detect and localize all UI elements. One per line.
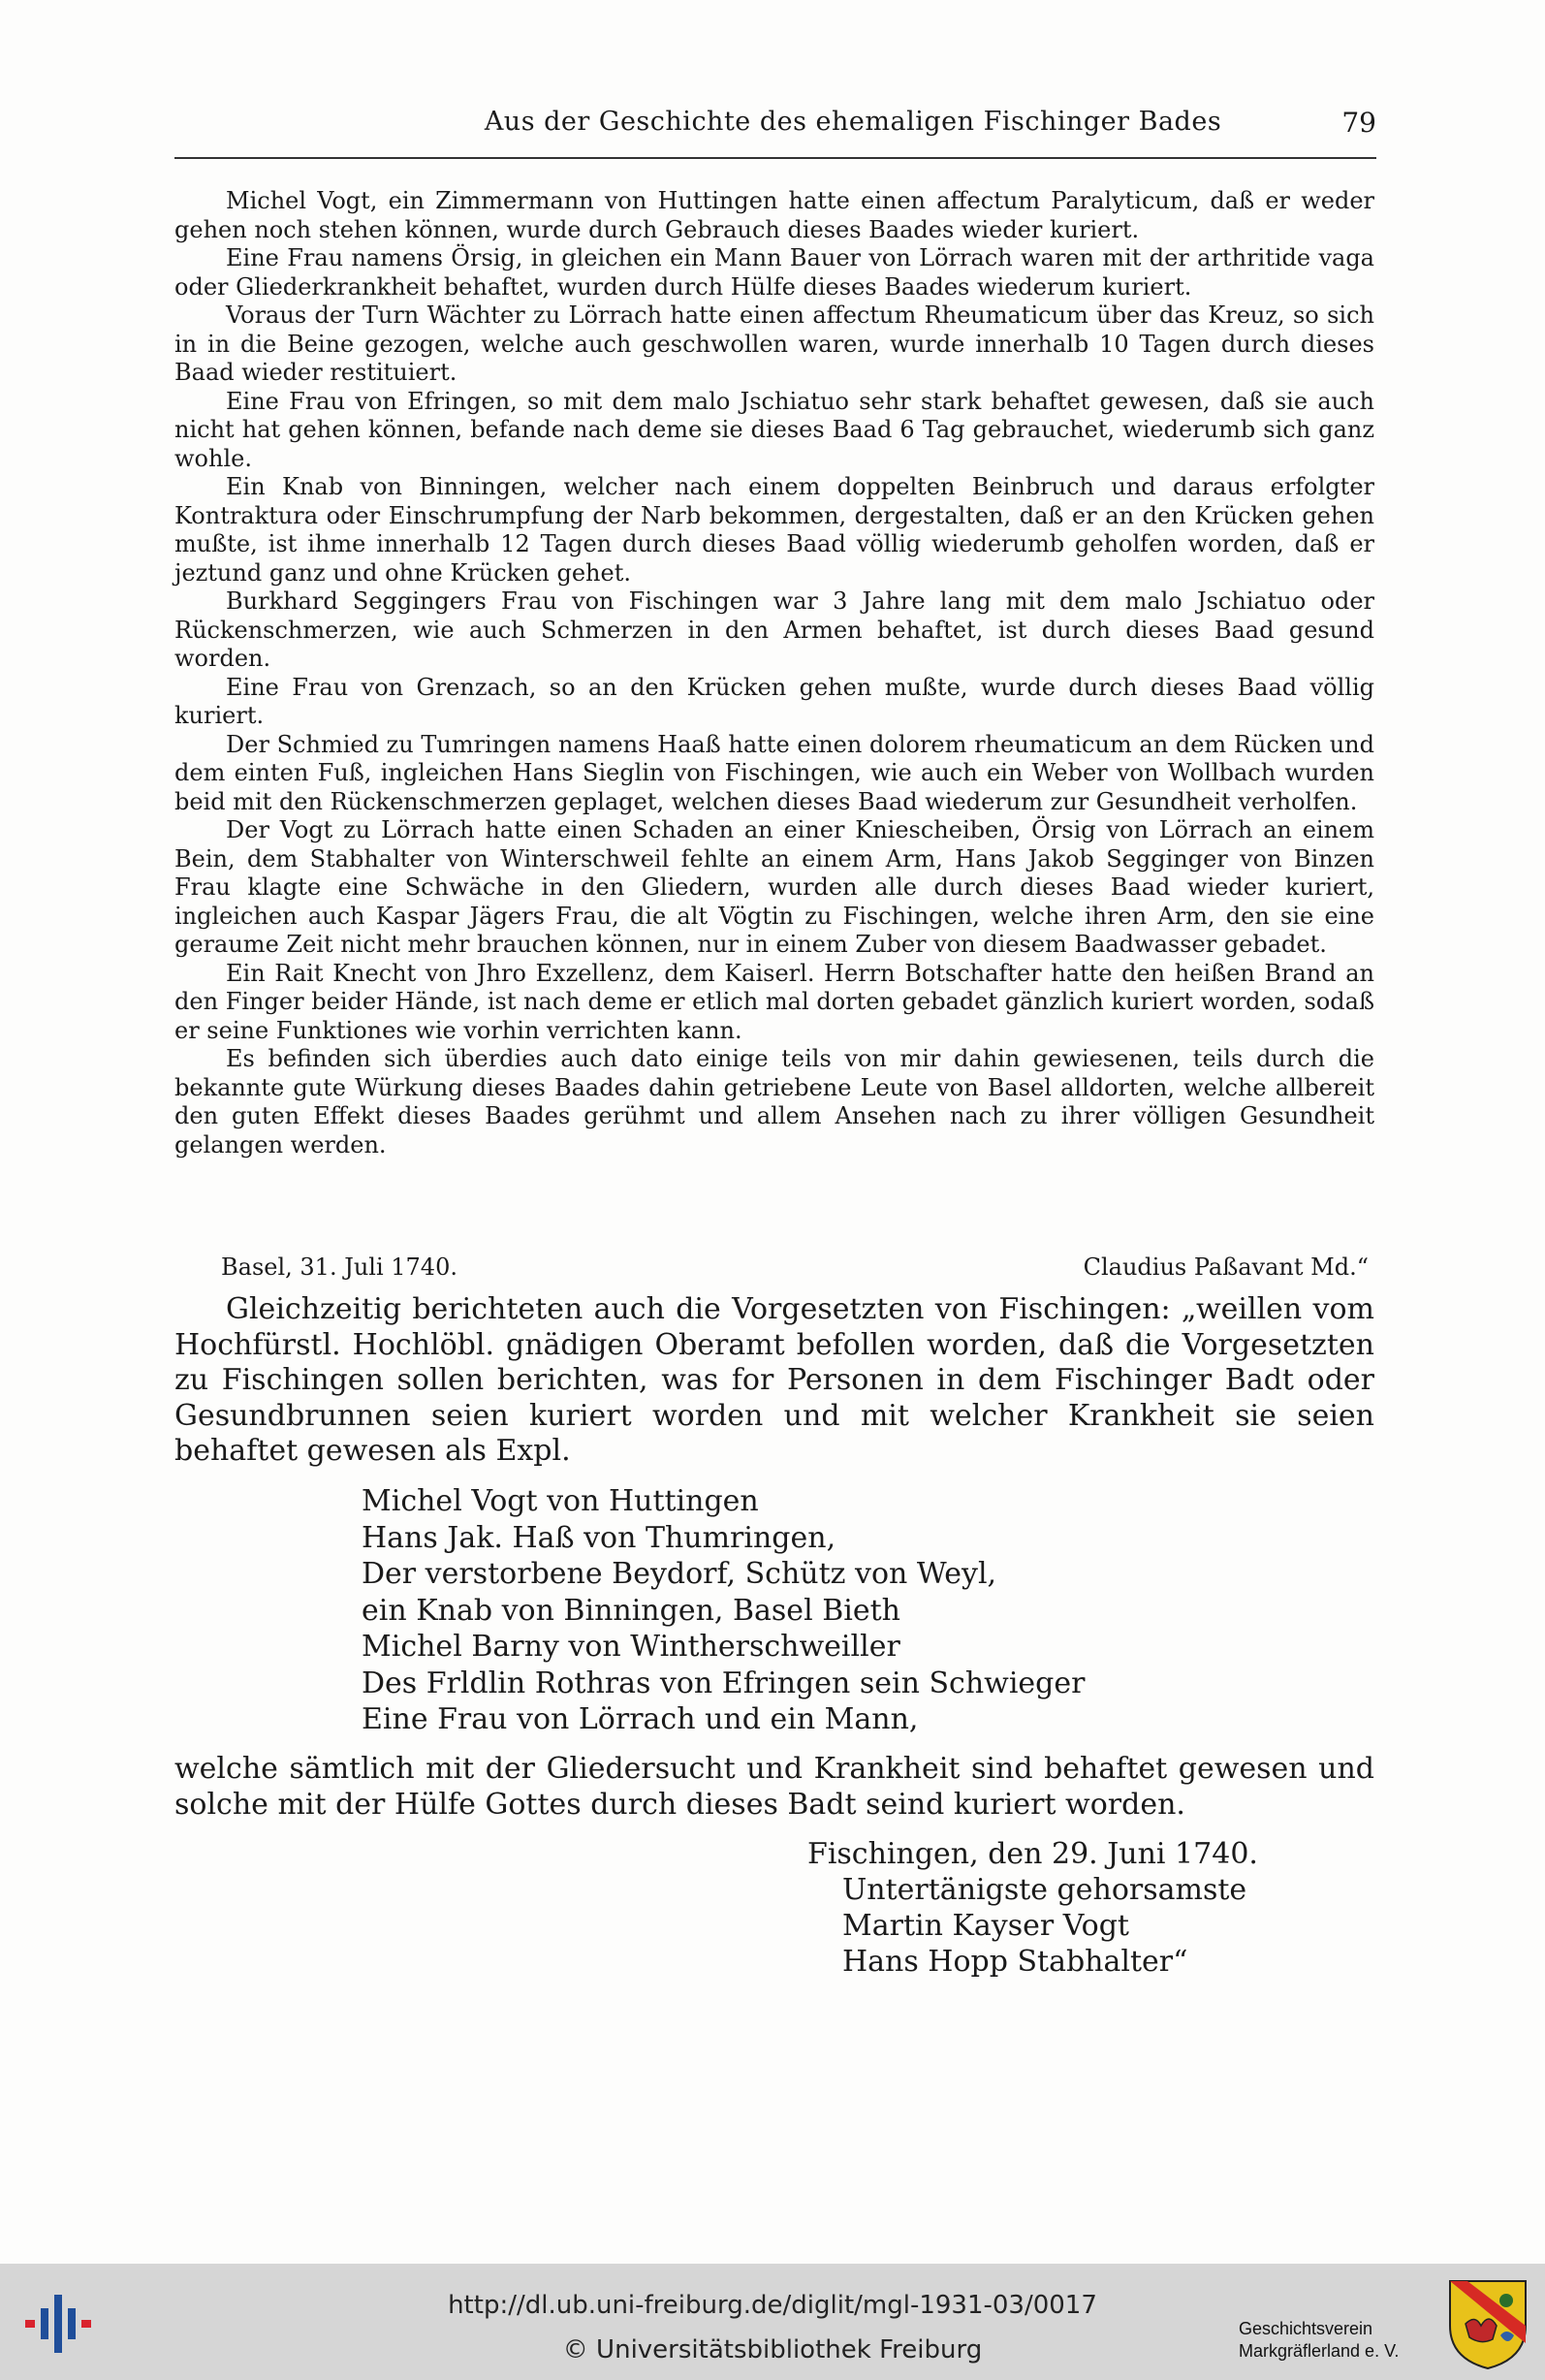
signoff-place-date: Fischingen, den 29. Juni 1740. bbox=[807, 1837, 1258, 1871]
viewer-footer bbox=[0, 2264, 1545, 2380]
quote-paragraph: Michel Vogt, ein Zimmermann von Huttingen hatte einen affectum Paralyticum, daß er weder gehen noch stehen können, wurde durch Gebrauch dieses Baades wieder kuriert. bbox=[174, 187, 1374, 243]
quote-paragraph: Der Vogt zu Lörrach hatte einen Schaden an einer Kniescheiben, Örsig von Lörrach an einem Bein, dem Stabhalter von Winterschweil fehlte an einem Arm, Hans Jakob Segginger von Binzen Frau klagte eine Schwäche in den Gliedern, wurden alle durch dieses Baad wieder kuriert, ingleichen auch Kaspar Jägers Frau, die alt Vögtin zu Fischingen, welche ihren Arm, den sie eine geraume Zeit nicht mehr brauchen können, nur in einem Zuber von diesem Baadwasser gebadet. bbox=[174, 816, 1374, 958]
society-name[interactable] bbox=[1239, 2318, 1442, 2363]
markgraeflerland-crest-icon[interactable] bbox=[1446, 2275, 1529, 2372]
quote-paragraph: Voraus der Turn Wächter zu Lörrach hatte einen affectum Rheumaticum über das Kreuz, so sich in in die Beine gezogen, welche auch geschwollen waren, wurde innerhalb 10 Tagen durch dieses Baad wieder restituiert. bbox=[174, 301, 1374, 386]
quote-paragraph: Eine Frau von Efringen, so mit dem malo Jschiatuo sehr stark behaftet gewesen, daß sie auch nicht hat gehen können, befande nach deme sie dieses Baad 6 Tag gebrauchet, wiederumb sich ganz wohle. bbox=[174, 387, 1374, 472]
quote-paragraph: Burkhard Seggingers Frau von Fischingen war 3 Jahre lang mit dem malo Jschiatuo oder Rückenschmerzen, wie auch Schmerzen in den Armen behaftet, ist durch dieses Baad gesund worden. bbox=[174, 587, 1374, 672]
quoted-report bbox=[174, 187, 1374, 1159]
names-list-item: Michel Barny von Wintherschweiller bbox=[362, 1630, 900, 1664]
names-list-item: Hans Jak. Haß von Thumringen, bbox=[362, 1520, 836, 1555]
main-paragraph: Gleichzeitig berichteten auch die Vorgesetzten von Fischingen: „weillen vom Hochfürstl. Hochlöbl. gnädigen Oberamt befollen worden, daß die Vorgesetzten zu Fischingen sollen berichten, was for Personen in dem Fischinger Badt oder Gesundbrunnen seien kuriert worden und mit welcher Krankheit sie seien behaftet gewesen als Expl. bbox=[174, 1292, 1374, 1468]
names-list-item: Eine Frau von Lörrach und ein Mann, bbox=[362, 1702, 919, 1736]
quote-paragraph: Eine Frau von Grenzach, so an den Krücken gehen mußte, wurde durch dieses Baad völlig kuriert. bbox=[174, 673, 1374, 729]
names-list-item: Der verstorbene Beydorf, Schütz von Weyl, bbox=[362, 1557, 997, 1591]
quote-signature bbox=[174, 1253, 1374, 1286]
society-name-line: Markgräflerland e. V. bbox=[1239, 2341, 1400, 2361]
signoff-block bbox=[807, 1836, 1350, 1980]
quote-paragraph: Der Schmied zu Tumringen namens Haaß hatte einen dolorem rheumaticum an dem Rücken und dem einten Fuß, ingleichen Hans Sieglin von Fischingen, wie auch ein Weber von Wollbach wurden beid mit den Rückenschmerzen geplaget, welchen dieses Baad wiederum zur Gesundheit verholfen. bbox=[174, 730, 1374, 815]
running-title: Aus der Geschichte des ehemaligen Fischinger Bades bbox=[484, 107, 1222, 137]
closing-paragraph: welche sämtlich mit der Gliedersucht und Krankheit sind behaftet gewesen und solche mit der Hülfe Gottes durch dieses Badt seind kuriert worden. bbox=[174, 1752, 1374, 1822]
names-list-item: Des Frldlin Rothras von Efringen sein Schwieger bbox=[362, 1666, 1086, 1700]
page-header bbox=[174, 107, 1376, 145]
quote-paragraph: Ein Rait Knecht von Jhro Exzellenz, dem Kaiserl. Herrn Botschafter hatte den heißen Brand an den Finger beider Hände, ist nach deme er etlich mal dorten gebadet gänzlich kuriert worden, sodaß er seine Funktiones wie vorhin verrichten kann. bbox=[174, 959, 1374, 1044]
closing-text bbox=[174, 1752, 1374, 1823]
main-text bbox=[174, 1292, 1374, 1470]
signoff-line: Untertänigste gehorsamste bbox=[842, 1873, 1247, 1907]
quote-paragraph: Eine Frau namens Örsig, in gleichen ein Mann Bauer von Lörrach waren mit der arthritide vaga oder Gliederkrankheit behaftet, wurden durch Hülfe dieses Baades wiederum kuriert. bbox=[174, 244, 1374, 301]
signature-author: Claudius Paßavant Md.“ bbox=[1083, 1253, 1369, 1281]
signoff-line: Martin Kayser Vogt bbox=[842, 1909, 1129, 1943]
names-list bbox=[362, 1483, 1234, 1738]
quote-paragraph: Ein Knab von Binningen, welcher nach einem doppelten Beinbruch und daraus erfolgter Kontraktura oder Einschrumpfung der Narb bekommen, dergestalten, daß er an den Krücken gehen mußte, ist ihme innerhalb 12 Tagen durch dieses Baad völlig wiederumb geholfen worden, daß er jeztund ganz und ohne Krücken gehet. bbox=[174, 473, 1374, 587]
header-divider bbox=[174, 157, 1376, 159]
society-name-line: Geschichtsverein bbox=[1239, 2319, 1373, 2338]
signature-place-date: Basel, 31. Juli 1740. bbox=[221, 1253, 457, 1281]
page-number: 79 bbox=[1341, 107, 1376, 139]
quote-paragraph: Es befinden sich überdies auch dato einige teils von mir dahin gewiesenen, teils durch die bekannte gute Würkung dieses Baades dahin getriebene Leute von Basel alldorten, welche allbereit den guten Effekt dieses Baades gerühmt und allem Ansehen nach zu ihrer völligen Gesundheit gelangen werden. bbox=[174, 1045, 1374, 1158]
signoff-line: Hans Hopp Stabhalter“ bbox=[842, 1945, 1188, 1979]
document-url-link[interactable]: http://dl.ub.uni-freiburg.de/diglit/mgl-1931-03/0017 bbox=[448, 2291, 1097, 2320]
copyright-notice: © Universitätsbibliothek Freiburg bbox=[562, 2335, 983, 2364]
names-list-item: ein Knab von Binningen, Basel Bieth bbox=[362, 1593, 900, 1628]
names-list-item: Michel Vogt von Huttingen bbox=[362, 1484, 759, 1518]
